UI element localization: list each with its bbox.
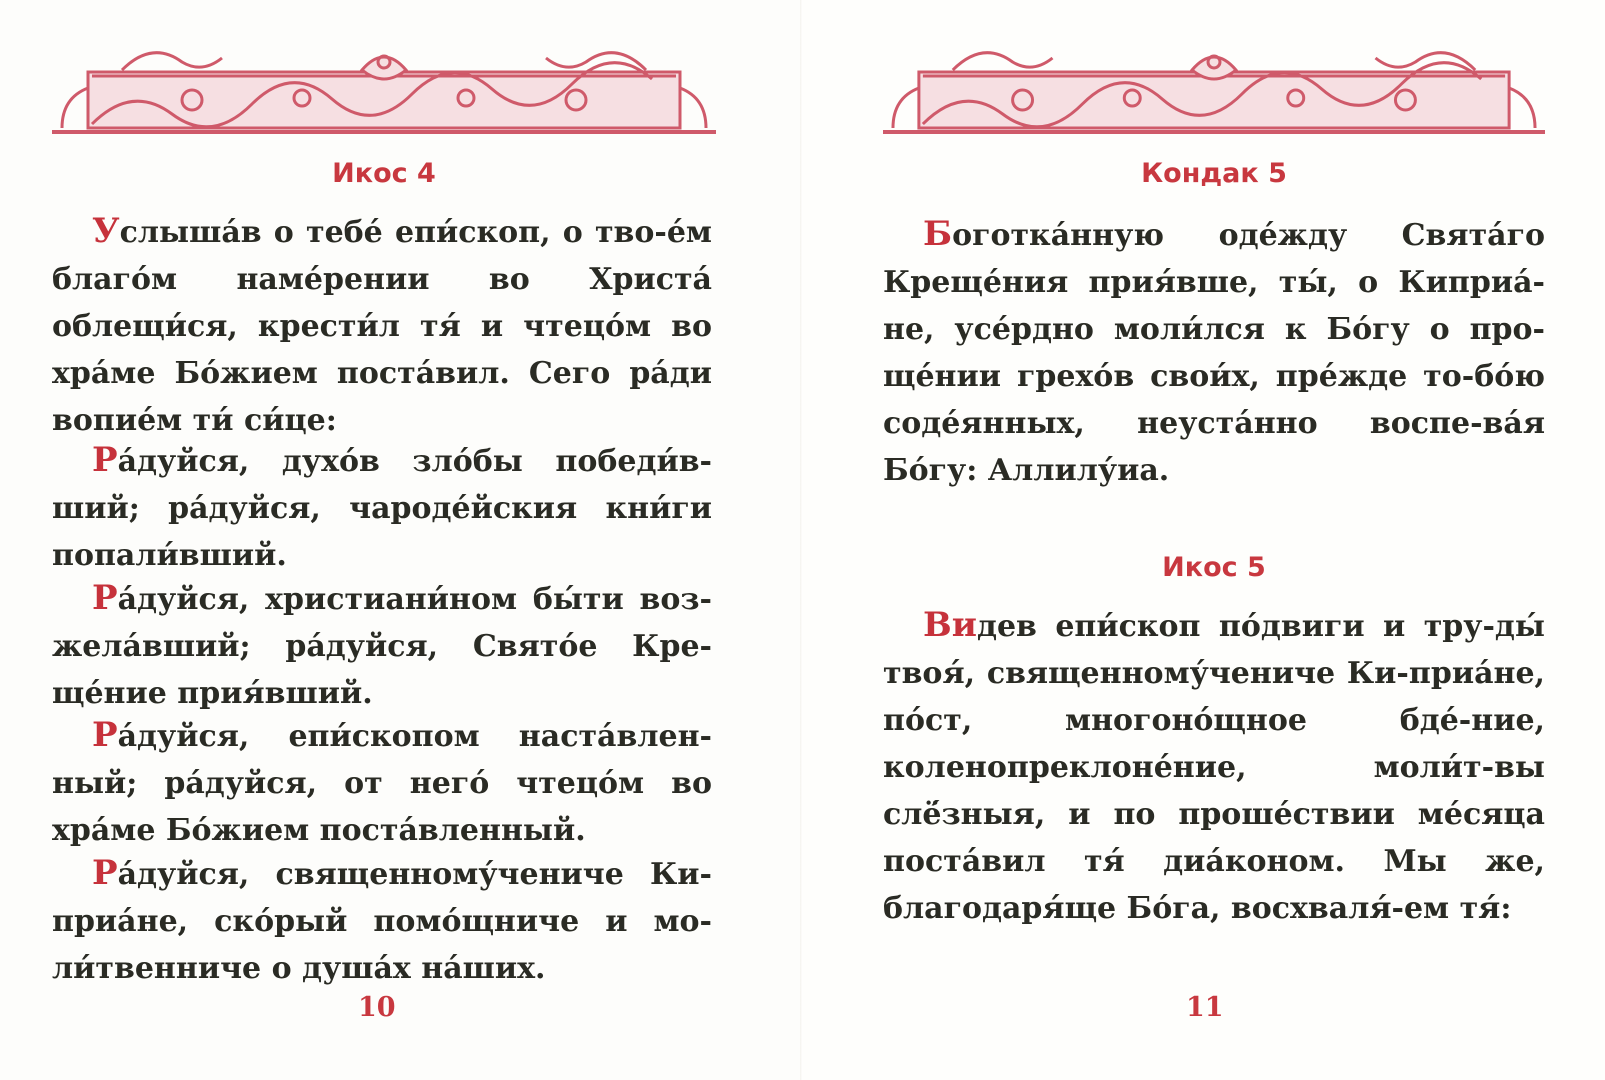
section-heading-ikos-4: Икос 4 bbox=[332, 158, 436, 189]
drop-cap: Р bbox=[92, 440, 118, 480]
drop-cap: Р bbox=[92, 715, 118, 755]
drop-cap: Ви bbox=[923, 605, 977, 645]
right-page bbox=[803, 0, 1605, 1080]
prayer-paragraph: Боготка́нную оде́жду Свята́го Креще́ния прия́вше, ты́, о Киприа́-не, усе́рдно моли́лся к Бо́гу о про-ще́нии грехо́в свои́х, пре́жде то-бо́ю соде́янных, неуста́нно воспе-ва́я Бо́гу: Аллилу́иа. bbox=[883, 214, 1545, 488]
page-number: 10 bbox=[358, 992, 396, 1023]
drop-cap: Р bbox=[92, 853, 118, 893]
prayer-paragraph: Видев епи́скоп по́двиги и тру-ды́ твоя́, священному́ченичe Ки-приа́не, по́ст, многоно́щное бде́-ние, коленопреклоне́ние, моли́т-вы слё́зныя, и по проше́ствии ме́сяца поста́вил тя́ диа́коном. Мы же, благодаря́ще Бо́га, восхваля́-ем тя́: bbox=[883, 605, 1545, 926]
prayer-paragraph: Услыша́в о тебе́ епи́скоп, о тво-е́м благо́м наме́рении во Христа́ облещи́ся, крести́л тя́ и чтецо́м во хра́ме Бо́жием поста́вил. Сего ра́ди вопие́м ти́ си́це: bbox=[52, 211, 712, 438]
section-heading-ikos-5: Икос 5 bbox=[1162, 552, 1266, 583]
drop-cap: У bbox=[92, 211, 120, 251]
page-number: 11 bbox=[1186, 992, 1224, 1023]
drop-cap: Б bbox=[923, 214, 953, 254]
prayer-paragraph: Ра́дуйся, духо́в зло́бы победи́в-ший; ра́дуйся, чароде́йския кни́ги попали́вший. bbox=[52, 440, 712, 573]
ornament-header-icon bbox=[883, 40, 1545, 140]
prayer-paragraph: Ра́дуйся, священному́ченичe Ки-приа́не, ско́рый помо́щниче и мо-ли́твенниче о душа́х на́ших. bbox=[52, 853, 712, 986]
prayer-paragraph: Ра́дуйся, христиани́ном бы́ти воз-жела́вший; ра́дуйся, Свято́е Кре-ще́ние прия́вший. bbox=[52, 578, 712, 711]
section-heading-kondak-5: Кондак 5 bbox=[1141, 158, 1287, 189]
left-page bbox=[0, 0, 802, 1080]
drop-cap: Р bbox=[92, 578, 118, 618]
prayer-paragraph: Ра́дуйся, епи́скопом наста́влен-ный; ра́дуйся, от него́ чтецо́м во хра́ме Бо́жием поста́вленный. bbox=[52, 715, 712, 848]
ornament-header-icon bbox=[52, 40, 716, 140]
